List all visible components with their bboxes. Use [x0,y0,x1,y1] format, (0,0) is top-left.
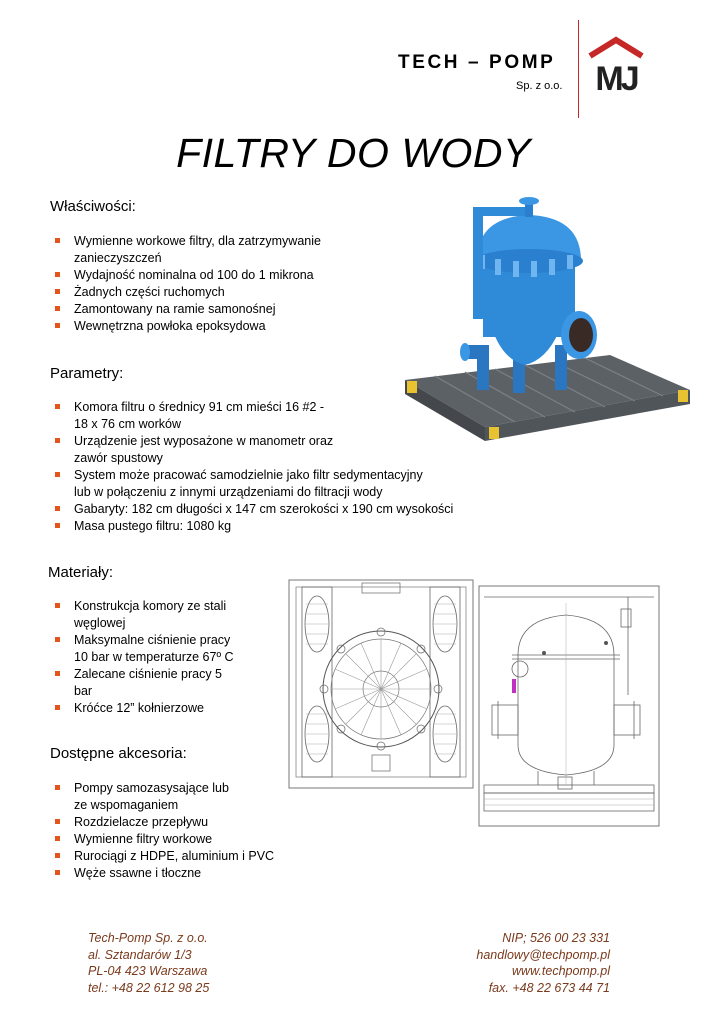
list-item [50,700,280,717]
footer-line: fax. +48 22 673 44 71 [488,980,610,995]
list-item [50,814,330,831]
properties-list [50,233,380,335]
list-item [50,848,330,865]
footer-line: tel.: +48 22 612 98 25 [88,980,210,995]
company-name: TECH – POMP [398,52,556,73]
materials-list [50,598,280,717]
list-item-text: zanieczyszczeń [74,251,162,265]
company-suffix: Sp. z o.o. [516,80,563,92]
footer-line: PL-04 423 Warszawa [88,964,208,978]
list-item-text: Rurociągi z HDPE, aluminium i PVC [74,849,275,863]
list-item-text: Wydajność nominalna od 100 do 1 mikrona [74,268,314,282]
bag-filter-photo [395,195,695,455]
list-item [50,233,380,267]
list-item-text: lub w połączeniu z innymi urządzeniami do filtracji wody [74,485,383,499]
list-item-text: ze wspomaganiem [74,798,179,812]
list-item-text: Maksymalne ciśnienie pracy [74,633,231,647]
svg-text:MJ: MJ [595,60,637,94]
footer-contact-info [476,930,610,996]
properties-heading: Właściwości: [50,198,136,215]
footer-line: Tech-Pomp Sp. z o.o. [88,931,208,945]
list-item [50,267,380,284]
list-item [50,598,280,632]
page-title: FILTRY DO WODY [176,130,531,176]
list-item [50,284,380,301]
list-item-text: Żadnych części ruchomych [74,285,225,299]
list-item [50,518,530,535]
list-item-text: Króćce 12” kołnierzowe [74,701,204,715]
materials-heading: Materiały: [48,564,114,581]
technical-drawing-top-view [288,579,474,789]
list-item-text: Wymienne workowe filtry, dla zatrzymywanie [74,234,321,248]
list-item-text: Urządzenie jest wyposażone w manometr oraz [74,434,334,448]
header-divider [578,20,579,118]
accessories-list [50,780,330,882]
company-logo [588,34,644,94]
list-item [50,318,380,335]
list-item-text: Zalecane ciśnienie pracy 5 [74,667,222,681]
list-item-text: Pompy samozasysające lub [74,781,229,795]
list-item-text: Wymienne filtry workowe [74,832,213,846]
footer-line: handlowy@techpomp.pl [476,947,610,962]
list-item-text: System może pracować samodzielnie jako filtr sedymentacyjny [74,468,423,482]
list-item [50,501,530,518]
footer-line: www.techpomp.pl [512,964,610,978]
footer-line: al. Sztandarów 1/3 [88,947,192,962]
list-item-text: 18 x 76 cm worków [74,417,181,431]
list-item-text: Konstrukcja komory ze stali [74,599,227,613]
list-item [50,831,330,848]
list-item [50,666,280,700]
list-item-text: Wewnętrzna powłoka epoksydowa [74,319,266,333]
accessories-heading: Dostępne akcesoria: [50,745,187,762]
technical-drawing-side-view [478,585,660,827]
list-item-text: Gabaryty: 182 cm długości x 147 cm szerokości x 190 cm wysokości [74,502,454,516]
footer-company-info [88,930,209,996]
list-item-text: Komora filtru o średnicy 91 cm mieści 16 #2 - [74,400,325,414]
list-item [50,865,330,882]
list-item [50,632,280,666]
list-item [50,467,530,501]
parameters-heading: Parametry: [50,365,124,382]
list-item-text: Węże ssawne i tłoczne [74,866,202,880]
list-item [50,301,380,318]
list-item-text: zawór spustowy [74,451,163,465]
list-item-text: bar [74,684,93,698]
footer-line: NIP; 526 00 23 331 [502,931,610,945]
list-item-text: 10 bar w temperaturze 67º C [74,650,234,664]
list-item-text: Rozdzielacze przepływu [74,815,209,829]
list-item-text: Zamontowany na ramie samonośnej [74,302,276,316]
list-item-text: węglowej [74,616,126,630]
list-item-text: Masa pustego filtru: 1080 kg [74,519,232,533]
